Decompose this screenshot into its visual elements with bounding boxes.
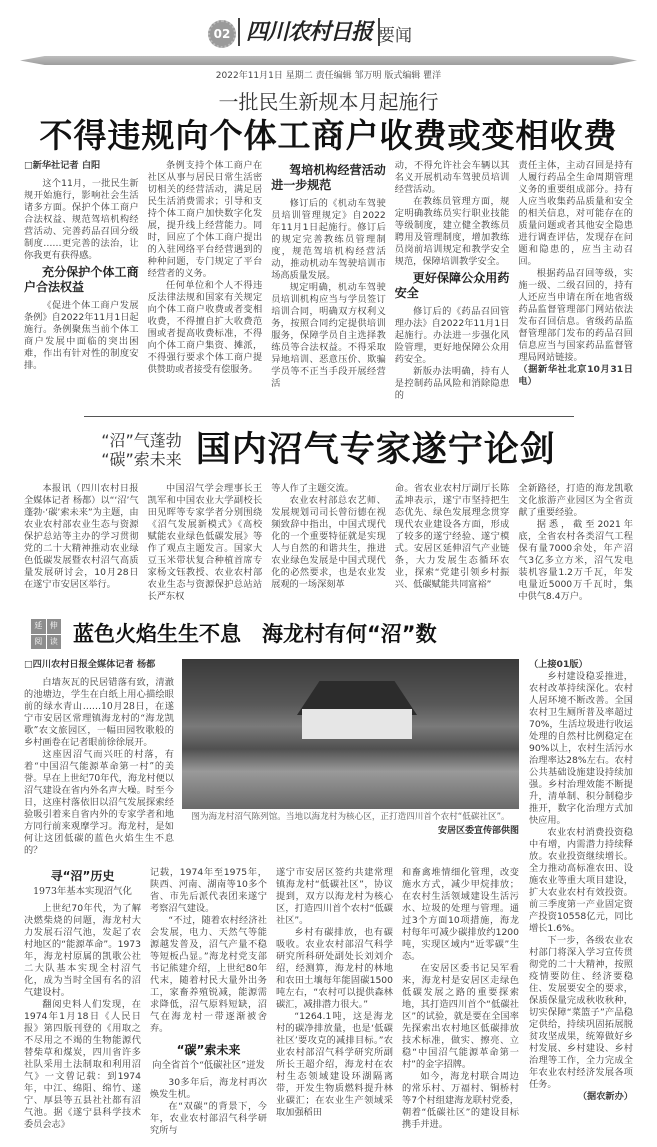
article2-title: 国内沼气专家遂宁论剑 xyxy=(195,430,556,470)
paragraph: 全新路径，打造的海龙凯歌文化旅游产业园区为全省贡献了重要经验。 xyxy=(518,483,633,518)
article3-header xyxy=(31,619,657,649)
newspaper-logo: 四川农村日报 xyxy=(238,18,380,46)
paragraph: 农业农村消费投资稳中有增，内需潜力持续释放。农业投资继续增长。全力推动高标准农田、设施农业等重大项目建设，扩大农业农村有效投资。前三季度第一产业固定资产投资10558亿元，同比增长1.6%。 xyxy=(529,827,633,934)
photo-credit: 安居区委宣传部供图 xyxy=(437,826,519,836)
paragraph: 动，不得允许社会车辆以其名义开展机动车驾驶员培训经营活动。 xyxy=(394,160,510,195)
paragraph: 条例支持个体工商户在社区从事与居民日常生活密切相关的经营活动，满足居民生活消费需求；引导和支持个体工商户加快数字化发展，提升线上经营能力。同时，回应了个体工商户提出的入驻网络平台经营遇到的种种问题，专门规定了平台经营者的义务。 xyxy=(147,160,263,279)
kicker-line: “碳”索未来 xyxy=(101,450,182,469)
tag-char: 伸 xyxy=(47,619,62,634)
dateline: 2022年11月1日 星期二 责任编辑 邹万明 版式编辑 瞿洋 xyxy=(215,71,442,81)
article3-columns xyxy=(24,867,519,1137)
source-note: （据新华社北京10月31日电） xyxy=(518,364,633,387)
article1-column-4 xyxy=(395,160,510,402)
continued-label: （上接01版） xyxy=(529,659,588,670)
paragraph: 规定明确，机动车驾驶员培训机构应当与学员签订培训合同，明确双方权利义务，按照合同约定提供培训服务，保障学员自主选择教练员等合法权益。不得采取异地培训、恶意压价、欺骗学员等不正当手段开展经营活 xyxy=(271,282,386,389)
paragraph: 下一步，各级农业农村部门将深入学习宣传贯彻党的二十大精神，按照疫情要防住、经济要稳住、发展要安全的要求，保质保量完成秋收秋种，切实保障“菜篮子”产品稳定供给，持续巩固拓展脱贫攻坚成果，统筹做好乡村发展、乡村建设、乡村治理等工作，全力完成全年农业农村经济发展各项任务。 xyxy=(529,935,633,1090)
article3-intro-column xyxy=(24,659,174,857)
subheading: 更好保障公众用药安全 xyxy=(394,271,510,300)
paragraph: 《促进个体工商户发展条例》自2022年11月1日起施行。条例聚焦当前个体工商户发展中面临的突出困难，作出有针对性的制度安排。 xyxy=(24,300,139,371)
article3-column-4 xyxy=(402,867,519,1131)
paragraph: 据悉，截至2021年底，全省农村各类沼气工程保有量7000余处，年产沼气3亿多立方米，沼气发电装机容量1.2万千瓦，年发电量近5000万千瓦时，集中供气8.4万户。 xyxy=(518,519,633,602)
article3-column-1 xyxy=(24,867,141,1131)
section-name: 要闻 xyxy=(378,26,412,46)
tag-char: 延 xyxy=(31,619,46,634)
article2-column-1 xyxy=(24,483,139,591)
paragraph: 农业农村部总农艺师、发展规划司司长曾衍德在视频致辞中指出，中国式现代化的一个重要特征就是实现人与自然的和谐共生，推进农业绿色发展是中国式现代化的必然要求，也是农业发展观的一场深刻革 xyxy=(271,495,386,590)
masthead xyxy=(0,0,657,160)
paragraph: 本报讯（四川农村日报全媒体记者 杨都）以“‘沼’气蓬勃·‘碳’索未来”为主题，由农业农村部农业生态与资源保护总站等主办的学习贯彻党的二十大精神推动农业绿色低碳发展暨农村沼气高质量发展研讨会，10月28日在遂宁市安居区举行。 xyxy=(24,483,139,590)
byline: □四川农村日报全媒体记者 杨都 xyxy=(24,659,156,670)
paragraph: 责任主体，主动召回是持有人履行药品全生命周期管理义务的重要组成部分。持有人应当收集药品质量和安全的相关信息，对可能存在的质量问题或者其他安全隐患进行调查评估，发现存在问题和隐患的，应当主动召回。 xyxy=(518,160,633,267)
paragraph: “不过，随着农村经济社会发展，电力、天然气等能源越发普及，沼气产量不稳等短板凸显。”海龙村党支部书记熊建介绍，上世纪80年代末，随着村民大量外出务工，家畜养殖锐减，能源需求降低，沼气原料短缺，沼气在海龙村一带逐渐被舍弃。 xyxy=(150,915,267,1034)
article2-header xyxy=(0,429,657,471)
paragraph: 新版办法明确，持有人是控制药品风险和消除隐患的 xyxy=(394,366,510,401)
paragraph: 乡村建设稳妥推进，农村改革持续深化。农村人居环境不断改善。全国农村卫生厕所普及率超过70%，生活垃圾进行收运处理的自然村比例稳定在90%以上，农村生活污水治理率达28%左右。农村公共基础设施建设持续加强。乡村治理效能不断提升，清单制、积分制稳步推开，数字化治理方式加快应用。 xyxy=(529,671,633,826)
bottom-spacer xyxy=(0,1137,657,1147)
divider xyxy=(84,416,574,417)
subheading: “碳”索未来 xyxy=(176,1043,241,1057)
paragraph: 在安居区委书记吴军看来，海龙村是安居区走绿色低碳发展之路的重要探索地，其打造四川首个“低碳社区”的试验，就是要在全国率先探索出农村地区低碳排放技术标准，做实、擦亮、立稳“中国沼气能源革命第一村”的金字招牌。 xyxy=(402,963,519,1070)
article3-body xyxy=(0,659,657,1137)
paragraph: 翻阅史料人们发现，在1974年1月18日《人民日报》第四版刊登的《用取之不尽用之不竭的生物能源代替柴草和煤炭，四川省许多社队采用土法制取和利用沼气》一文曾记载：到1974年，中江、绵阳、绵竹、遂宁、厚县等五县社社都有沼气池。据《遂宁县科学技术委员会志》 xyxy=(24,999,141,1130)
article1-column-5 xyxy=(518,160,633,388)
photo-block xyxy=(182,659,519,837)
paragraph: “1264.1吨，这是海龙村的碳净排放量，也是‘低碳社区’要攻克的减排目标。”农业农村部沼气科学研究所副所长王超介绍，海龙村在农村生态领域建设环湖隔离带，开发生物质燃料提升林业碳汇；在农业生产领域采取加强稻田 xyxy=(276,1011,393,1118)
article3-main xyxy=(24,659,519,1137)
paragraph: 和畜禽堆情细化管理，改变施水方式，减少甲烷排放；在农村生活领域建设生活污水、垃圾的处理与管理。通过3个方面10项措施，海龙村每年可减少碳排放约1200吨，实现区域内“近零碳”生态。 xyxy=(402,867,519,962)
paragraph: 30多年后，海龙村再次焕发生机。 xyxy=(150,1077,267,1100)
article3-title: 蓝色火焰生生不息 海龙村有何“沼”数 xyxy=(73,622,437,646)
page-number-badge: 02 xyxy=(208,20,236,48)
article1-column-2 xyxy=(148,160,263,376)
subheading-sub: 向全省首个“低碳社区”迸发 xyxy=(152,1060,265,1071)
article2-column-4 xyxy=(395,483,510,591)
article3-column-3 xyxy=(276,867,393,1119)
masthead-wheat-band xyxy=(20,56,637,65)
paragraph: 这个11月，一批民生新规开始施行，影响社会生活诸多方面。保护个体工商户合法权益、规范驾培机构经营活动、完善药品召回分级制度……更完善的法治，让你我更有获得感。 xyxy=(24,178,139,261)
paragraph: 中国沼气学会理事长王凯军和中国农业大学副校长田见晖等专家学者分别围绕《沼气发展新模式》《高校赋能农业绿色低碳发展》等作了观点主题发言。国家大豆玉米带状复合种植首席专家杨文钰教授、农业农村部农业生态与资源保护总站站长严东权 xyxy=(147,483,263,602)
photo-hall-shape xyxy=(302,709,412,739)
paragraph: 在“双碳”的背景下，今年，农业农村部沼气科学研究所与 xyxy=(150,1101,267,1136)
subheading-sub: 1973年基本实现沼气化 xyxy=(33,886,132,897)
article2-column-5 xyxy=(518,483,633,603)
article2-body xyxy=(0,483,657,603)
subheading: 寻“沼”历史 xyxy=(50,869,115,883)
paragraph: 根据药品召回等级，实施一级、二级召回的，持有人还应当申请在所在地省级药品监督管理部门网站依法发布召回信息。省级药品监督管理部门发布的药品召回信息应当与国家药品监督管理局网站链接。 xyxy=(518,268,633,363)
paragraph: 修订后的《机动车驾驶员培训管理规定》自2022年11月1日起施行。修订后的规定完善教练员管理制度，规范驾培机构经营活动，推动机动车驾驶培训市场高质量发展。 xyxy=(271,198,386,281)
article2-column-2 xyxy=(148,483,263,603)
article2-kicker xyxy=(101,431,182,469)
article1-column-1 xyxy=(24,160,139,372)
paragraph: 白墙灰瓦的民居错落有致，清澈的池塘边，学生在白纸上用心描绘眼前的绿水青山……10月28日，在遂宁市安居区常理镇海龙村的“海龙凯歌”农文旅园区，一幅田园牧歌般的乡村画卷在记者眼前徐徐展开。 xyxy=(24,677,174,748)
paragraph: 修订后的《药品召回管理办法》自2022年11月1日起施行。办法进一步强化风险管理，更好地保障公众用药安全。 xyxy=(394,306,510,365)
photo-caption: 图为海龙村沼气陈列馆。当地以海龙村为核心区，正打造四川首个农村“低碳社区”。 xyxy=(191,812,510,822)
paragraph: 命。省农业农村厅副厅长陈孟坤表示，遂宁市坚持把生态优先、绿色发展理念贯穿现代农业建设各方面，形成了较多的遂宁经验、遂宁模式。安居区延伸沼气产业链条，大力发展生态循环农业，探索“党建引领乡村振兴、低碳赋能共同富裕” xyxy=(394,483,510,590)
paragraph: 如今，海龙村联合周边的常乐村、万福村、铜桥村等7个村组建海龙联村党委，朝着“低碳社区”的建设目标携手并进。 xyxy=(402,1071,519,1130)
paragraph: 乡村有碳排放，也有碳吸收。农业农村部沼气科学研究所科研处副处长刘刘介绍，经测算，海龙村的林地和农田土壤每年能固碳1500吨左右，“农村可以提供森林碳汇，减排潜力很大。” xyxy=(276,927,393,1010)
subheading: 充分保护个体工商户合法权益 xyxy=(24,265,139,294)
village-biogas-museum-photo xyxy=(182,659,519,809)
byline: □新华社记者 白阳 xyxy=(24,160,101,171)
paragraph: 等人作了主题交流。 xyxy=(271,483,354,494)
article2-column-3 xyxy=(271,483,386,591)
paragraph: 遂宁市安居区签约共建常理镇海龙村“低碳社区”，协议提到，双方以海龙村为核心区，打造四川首个农村“低碳社区”。 xyxy=(276,867,393,926)
article1-body xyxy=(0,160,657,402)
article3-top xyxy=(24,659,519,857)
paragraph: 这座因沼气而兴旺的村落，有着“中国沼气能源革命第一村”的美誉。早在上世纪70年代，海龙村便以沼气建设在省内外名声大噪。时至今日，这座村落依旧以沼气发展探索经验吸引着来自省内外的专家学者和地方同行前来观摩学习。海龙村，是如何让这团低碳的蓝色火焰生生不息的？ xyxy=(24,749,174,856)
article3-column-2 xyxy=(150,867,267,1137)
tag-char: 读 xyxy=(47,635,62,650)
subheading: 驾培机构经营活动进一步规范 xyxy=(271,163,386,192)
paragraph: 记载，1974年至1975年，陕西、河南、湖南等10多个省、市先后派代表团来遂宁考察沼气建设。 xyxy=(150,867,267,914)
article1-title: 不得违规向个体工商户收费或变相收费 xyxy=(39,116,618,155)
paragraph: 任何单位和个人不得违反法律法规和国家有关规定向个体工商户收费或者变相收费，不得擅自扩大收费范围或者提高收费标准，不得向个体工商户集资、摊派，不得强行要求个体工商户提供赞助或者接受有偿服务。 xyxy=(147,280,263,375)
kicker-line: “沼”气蓬勃 xyxy=(101,431,182,450)
continued-column xyxy=(529,659,633,1103)
extended-reading-tag xyxy=(31,619,61,649)
paragraph: 在教练员管理方面，规定明确教练员实行职业技能等级制度，建立健全教练员聘用及管理制度，增加教练员岗前培训规定和教学安全规范，保障培训教学安全。 xyxy=(394,196,510,267)
article1-column-3 xyxy=(271,160,386,390)
tag-char: 阅 xyxy=(31,635,46,650)
article1-subtitle: 一批民生新规本月起施行 xyxy=(218,90,439,114)
source-note: （据农新办） xyxy=(577,1091,633,1102)
paragraph: 上世纪70年代，为了解决燃柴烧的问题，海龙村大力发展石沼气池，发起了农村地区的“能源革命”。1973年，海龙村原属的凯歌公社二大队基本实现全村沼气化，成为当时全国有名的沼气建设村。 xyxy=(24,903,141,998)
